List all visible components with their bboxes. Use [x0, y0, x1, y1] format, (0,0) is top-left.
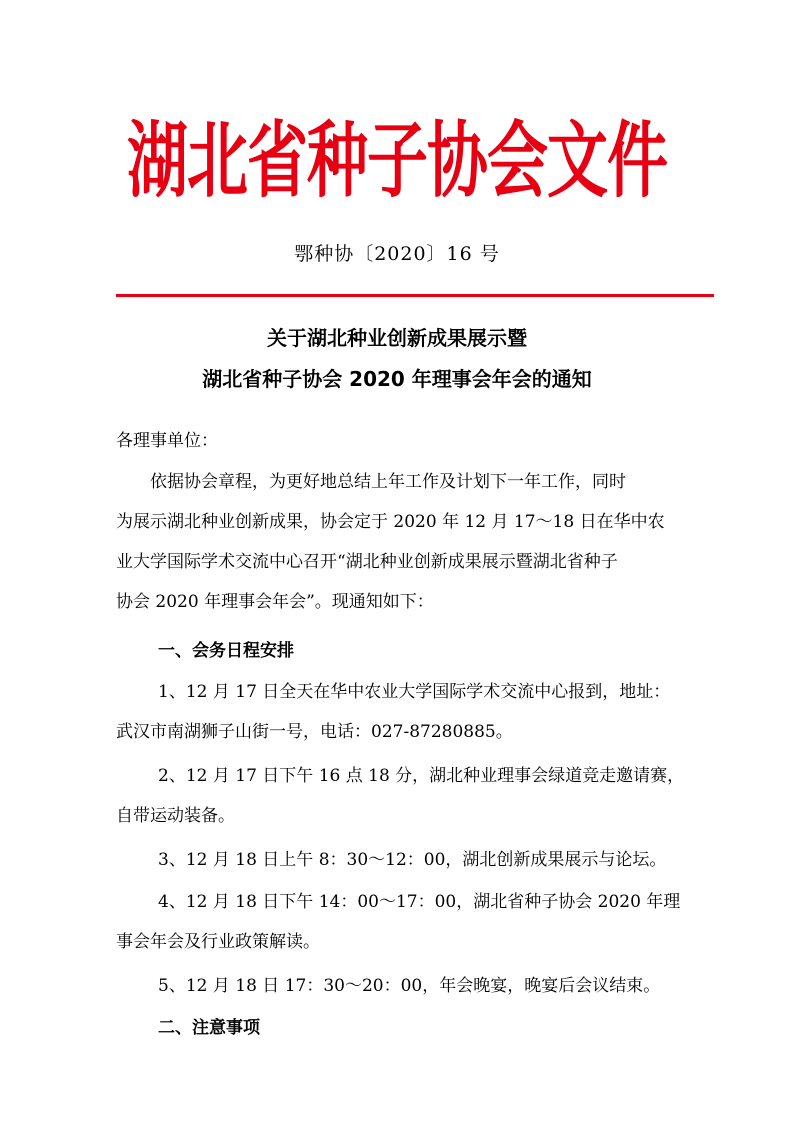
salutation [116, 421, 682, 461]
section-1-heading: 一、会务日程安排 [158, 641, 294, 661]
schedule-item-line: 4、12 月 18 日下午 14：00～17：00，湖北省种子协会 2020 年理 [158, 892, 681, 912]
notice-title-line-1: 关于湖北种业创新成果展示暨 [267, 326, 527, 350]
schedule-item-4 [116, 882, 682, 962]
intro-line: 为展示湖北种业创新成果，协会定于 2020 年 12 月 17～18 日在华中农 [116, 512, 665, 532]
schedule-item-line: 自带运动装备。 [116, 806, 235, 826]
red-divider-line [116, 294, 714, 297]
schedule-item-5 [116, 966, 682, 1006]
schedule-item-line: 3、12 月 18 日上午 8：30～12：00，湖北创新成果展示与论坛。 [158, 850, 667, 870]
schedule-item-line: 2、12 月 17 日下午 16 点 18 分，湖北种业理事会绿道竞走邀请赛， [158, 766, 685, 786]
schedule-item-line: 事会年会及行业政策解读。 [116, 932, 320, 952]
schedule-item-line: 武汉市南湖狮子山街一号，电话：027-87280885。 [116, 722, 513, 742]
salutation-text: 各理事单位： [116, 431, 218, 451]
schedule-item-1 [116, 672, 682, 752]
section-2 [116, 1008, 682, 1048]
schedule-item-line: 5、12 月 18 日 17：30～20：00，年会晚宴，晚宴后会议结束。 [158, 976, 661, 996]
section-2-heading: 二、注意事项 [158, 1018, 260, 1038]
schedule-item-3 [116, 840, 682, 880]
intro-paragraph [116, 462, 682, 622]
schedule-item-line: 1、12 月 17 日全天在华中农业大学国际学术交流中心报到，地址： [158, 682, 671, 702]
document-number: 鄂种协〔2020〕16 号 [294, 243, 500, 265]
section-1 [116, 631, 682, 671]
notice-title-line-2: 湖北省种子协会 2020 年理事会年会的通知 [202, 367, 592, 391]
intro-line: 依据协会章程，为更好地总结上年工作及计划下一年工作，同时 [150, 472, 626, 492]
intro-line: 业大学国际学术交流中心召开“湖北种业创新成果展示暨湖北省种子 [116, 552, 618, 572]
org-header-title: 湖北省种子协会文件 [126, 113, 667, 210]
schedule-item-2 [116, 756, 685, 836]
intro-line: 协会 2020 年理事会年会”。现通知如下： [116, 592, 434, 612]
